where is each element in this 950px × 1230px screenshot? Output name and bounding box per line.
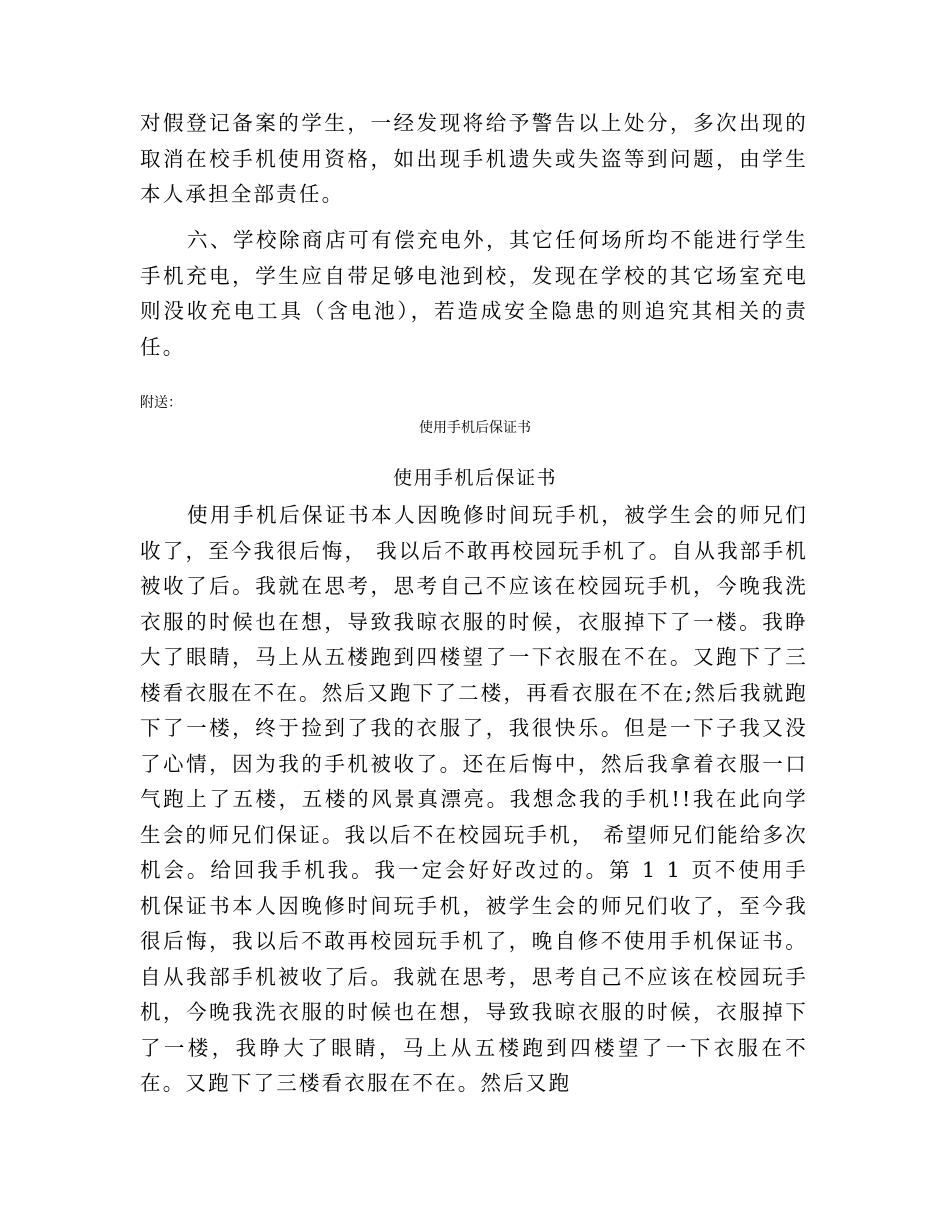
paragraph-continuation: 对假登记备案的学生，一经发现将给予警告以上处分，多次出现的取消在校手机使用资格，如出现手机遗失或失盗等到问题，由学生本人承担全部责任。 — [140, 111, 808, 206]
appendix-label: 附送： — [140, 395, 182, 411]
guarantee-body: 使用手机后保证书本人因晚修时间玩手机，被学生会的师兄们收了，至今我很后悔， 我以后不敢再校园玩手机了。自从我部手机被收了后。我就在思考，思考自己不应该在校园玩手机，今晚我洗衣服的时候也在想，导致我晾衣服的时候，衣服掉下了一楼。我睁大了眼睛，马上从五楼跑到四楼望了一下衣服在不在。又跑下了三楼看衣服在不在。然后又跑下了二楼，再看衣服在不在;然后我就跑下了一楼，终于捡到了我的衣服了，我很快乐。但是一下子我又没了心情，因为我的手机被收了。还在后悔中，然后我拿着衣服一口气跑上了五楼，五楼的风景真漂亮。我想念我的手机!!我在此向学生会的师兄们保证。我以后不在校园玩手机， 希望师兄们能给多次机会。给回我手机我。我一定会好好改过的。第 1 1 页不使用手机保证书本人因晚修时间玩手机，被学生会的师兄们收了，至今我很后悔，我以后不敢再校园玩手机了，晚自修不使用手机保证书。自从我部手机被收了后。我就在思考，思考自己不应该在校园玩手机，今晚我洗衣服的时候也在想，导致我晾衣服的时候，衣服掉下了一楼，我睁大了眼睛，马上从五楼跑到四楼望了一下衣服在不在。又跑下了三楼看衣服在不在。然后又跑 — [140, 503, 808, 1095]
appendix-title-small: 使用手机后保证书 — [419, 420, 531, 436]
paragraph-rule-six: 六、学校除商店可有偿充电外，其它任何场所均不能进行学生手机充电，学生应自带足够电池到校，发现在学校的其它场室充电则没收充电工具（含电池），若造成安全隐患的则追究其相关的责任。 — [140, 228, 808, 359]
guarantee-heading: 使用手机后保证书 — [392, 467, 557, 489]
